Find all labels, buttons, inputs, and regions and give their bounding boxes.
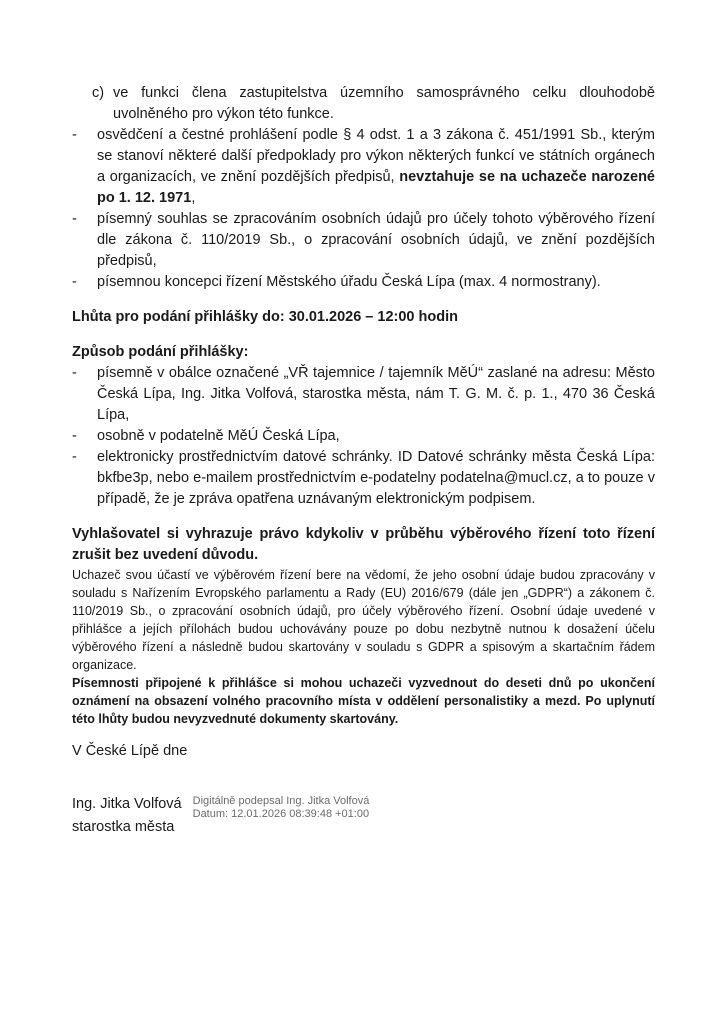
list-item-c xyxy=(72,83,655,125)
requirement-item-concept xyxy=(72,272,655,293)
requirement-item-text: písemný souhlas se zpracováním osobních údajů pro účely tohoto výběrového řízení dle zákona č. 110/2019 Sb., o zpracování osobních údajů, ve znění pozdějších předpisů, xyxy=(97,211,655,269)
gdpr-notice: Uchazeč svou účastí ve výběrovém řízení bere na vědomí, že jeho osobní údaje budou zpracovány v souladu s Nařízením Evropského parlamentu a Rady (EU) 2016/679 (dále jen „GDPR“) a zákonem č. 110/2019 Sb., o zpracování osobních údajů, pro účely výběrového řízení. Osobní údaje uvedené v přihlášce a jejích přílohách budou uchovávány pouze po dobu nezbytně nutnou k dosažení účelu výběrového řízení a následně budou skartovány v souladu s GDPR a spisovým a skartačním řádem organizace. xyxy=(72,568,655,672)
deadline-heading: Lhůta pro podání přihlášky do: 30.01.2026 – 12:00 hodin xyxy=(72,309,458,325)
signatory-name: Ing. Jitka Volfová xyxy=(72,796,182,812)
signature-block xyxy=(72,793,655,839)
list-marker-c: c) xyxy=(92,85,105,101)
cancellation-notice: Vyhlašovatel si vyhrazuje právo kdykoliv v průběhu výběrového řízení toto řízení zrušit bez uvedení důvodu. xyxy=(72,526,655,563)
dash-bullet: - xyxy=(72,274,77,290)
list-item-c-text: ve funkci člena zastupitelstva územního samosprávného celku dlouhodobě uvolněného pro výkon této funkce. xyxy=(113,85,655,122)
requirement-item-consent xyxy=(72,209,655,272)
requirement-item-certificate xyxy=(72,125,655,209)
submission-item-text: písemně v obálce označené „VŘ tajemnice / tajemník MěÚ“ zaslané na adresu: Město Česká Lípa, Ing. Jitka Volfová, starostka města, nám T. G. M. č. p. 1., 470 36 Česká Lípa, xyxy=(97,365,655,423)
dash-bullet: - xyxy=(72,449,77,465)
dash-bullet: - xyxy=(72,365,77,381)
submission-item-written xyxy=(72,363,655,426)
digital-signature-line-2: Datum: 12.01.2026 08:39:48 +01:00 xyxy=(192,807,370,820)
dash-bullet: - xyxy=(72,127,77,143)
dash-bullet: - xyxy=(72,428,77,444)
submission-heading: Způsob podání přihlášky: xyxy=(72,344,249,360)
signatory-title: starostka města xyxy=(72,819,175,835)
requirement-item-text-after: , xyxy=(191,190,196,206)
submission-item-text: osobně v podatelně MěÚ Česká Lípa, xyxy=(97,428,340,444)
digital-signature xyxy=(193,795,370,820)
dash-bullet: - xyxy=(72,211,77,227)
requirement-item-text-bold: nevztahuje se na uchazeče narozené po 1. 12. 1971 xyxy=(97,169,655,206)
signatory xyxy=(72,793,182,839)
requirement-item-text: osvědčení a čestné prohlášení podle § 4 odst. 1 a 3 zákona č. 451/1991 Sb., kterým se stanoví některé další předpoklady pro výkon některých funkcí ve státních orgánech a organizacích, ve znění pozdějších předpisů, xyxy=(97,127,655,185)
digital-signature-line-1: Digitálně podepsal Ing. Jitka Volfová xyxy=(192,795,370,807)
place-date-line: V České Lípě dne xyxy=(72,743,188,759)
submission-item-in-person xyxy=(72,426,655,447)
documents-retention-notice: Písemnosti připojené k přihlášce si mohou uchazeči vyzvednout do deseti dnů po ukončení oznámení na obsazení volného pracovního místa v oddělení personalistiky a mezd. Po uplynutí této lhůty budou nevyzvednuté dokumenty skartovány. xyxy=(72,676,655,726)
submission-item-electronic xyxy=(72,447,655,510)
requirement-item-text: písemnou koncepci řízení Městského úřadu Česká Lípa (max. 4 normostrany). xyxy=(97,274,601,290)
submission-item-text: elektronicky prostřednictvím datové schránky. ID Datové schránky města Česká Lípa: bkfbe3p, nebo e-mailem prostřednictvím e-podatelny podatelna@mucl.cz, a to pouze v případě, že je zpráva opatřena uznávaným elektronickým podpisem. xyxy=(97,449,655,507)
document-body xyxy=(72,83,655,839)
